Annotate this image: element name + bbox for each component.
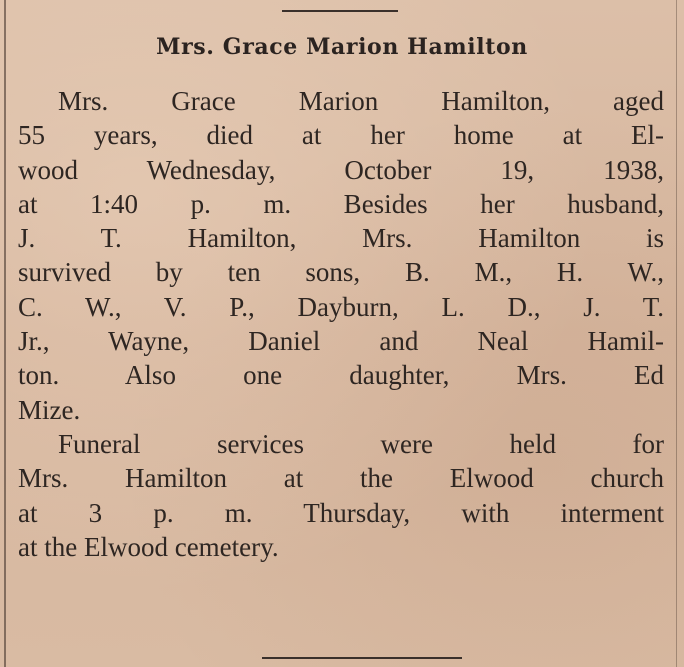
paragraph-1-line-4: at 1:40 p. m. Besides her husband, (18, 188, 664, 219)
paragraph-1-line-9: ton. Also one daughter, Mrs. Ed (18, 360, 664, 391)
paragraph-1-line-10: Mize. (18, 394, 81, 425)
paragraph-1-line-1: Mrs. Grace Marion Hamilton, aged (58, 86, 664, 116)
paragraph-2-line-1: Funeral services were held for (58, 428, 664, 459)
top-rule-divider (282, 10, 398, 12)
paragraph-2-line-2: Mrs. Hamilton at the Elwood church (18, 463, 664, 494)
clipping-right-edge (676, 0, 677, 667)
obituary-body (18, 84, 664, 564)
paragraph-1-line-3: wood Wednesday, October 19, 1938, (18, 154, 664, 185)
paragraph-1-line-8: Jr., Wayne, Daniel and Neal Hamil- (18, 326, 664, 357)
paragraph-1-line-5: J. T. Hamilton, Mrs. Hamilton is (18, 223, 664, 254)
paragraph-2-line-3: at 3 p. m. Thursday, with interment (18, 497, 664, 528)
paragraph-2-line-4: at the Elwood cemetery. (18, 531, 279, 562)
obituary-headline: Mrs. Grace Marion Hamilton (156, 34, 528, 60)
paragraph-1-line-2: 55 years, died at her home at El- (18, 120, 664, 151)
clipping-left-edge (4, 0, 6, 667)
paragraph-1-line-6: survived by ten sons, B. M., H. W., (18, 257, 664, 288)
bottom-rule-divider (262, 657, 462, 659)
paragraph-1-line-7: C. W., V. P., Dayburn, L. D., J. T. (18, 291, 664, 322)
